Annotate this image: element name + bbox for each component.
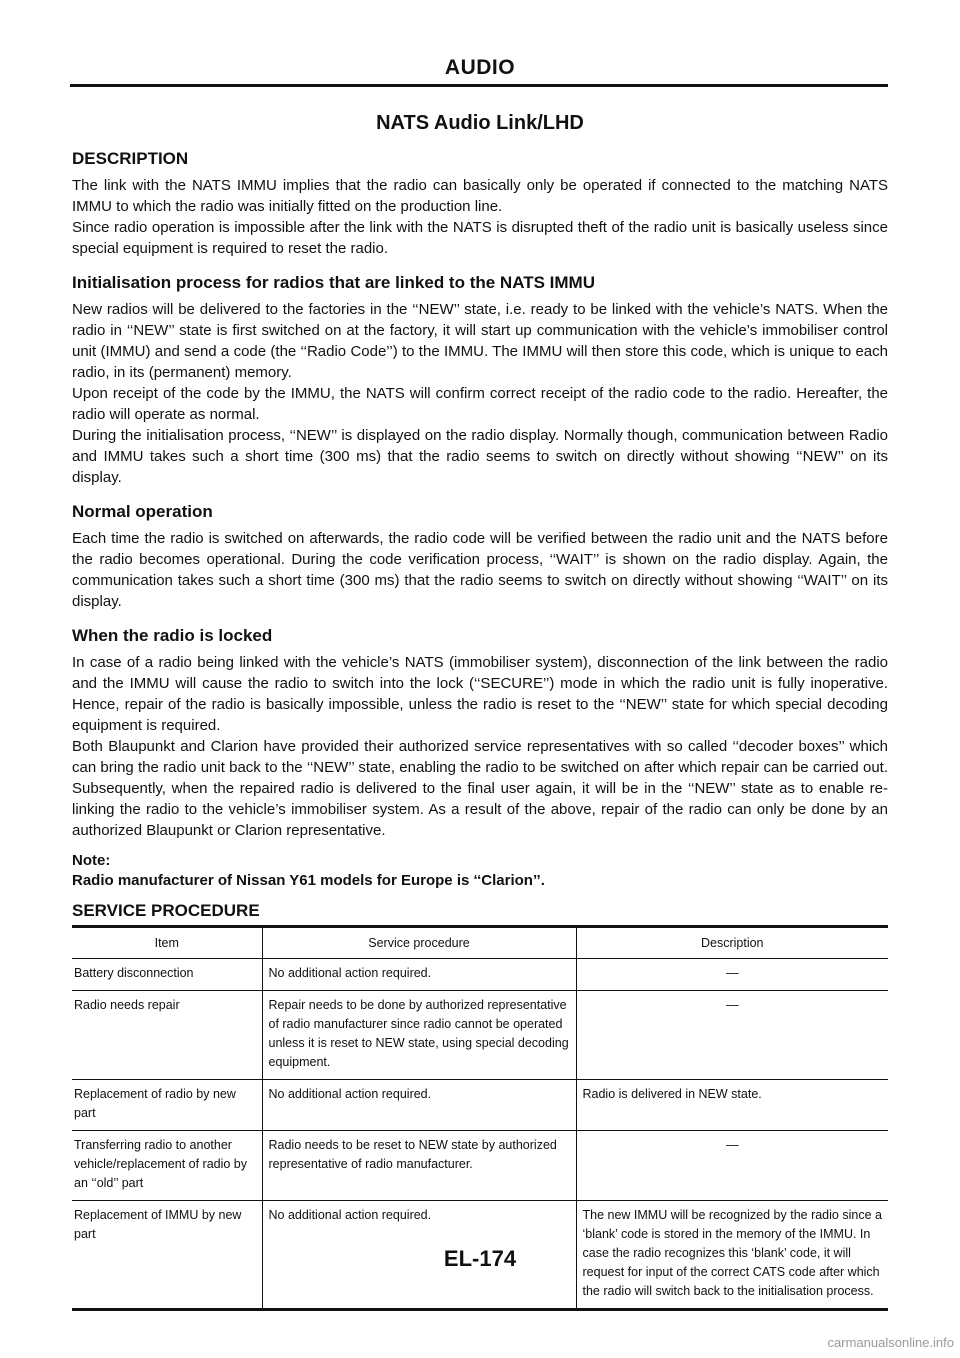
section-header: AUDIO: [444, 56, 516, 79]
paragraph: Upon receipt of the code by the IMMU, the NATS will confirm correct receipt of the radio code to the radio. Hereafter, the radio will operate as normal.: [72, 385, 888, 423]
page-number: EL-174: [443, 1246, 517, 1271]
column-header-description: Description: [576, 927, 888, 959]
table-cell: Battery disconnection: [72, 959, 262, 991]
table-cell: The new IMMU will be recognized by the radio since a ‘blank’ code is stored in the memory of the IMMU. In case the radio recognizes this ‘blank’ code, it will request for input of the correct CATS code after which the radio will switch back to the initialisation process.: [576, 1201, 888, 1310]
header-rule: [70, 84, 888, 87]
table-row: [72, 959, 888, 991]
table-row: [72, 991, 888, 1080]
document-body: [72, 112, 888, 1311]
table-cell: Radio is delivered in NEW state.: [576, 1080, 888, 1131]
heading-initialisation: Initialisation process for radios that are linked to the NATS IMMU: [72, 273, 595, 292]
paragraph: In case of a radio being linked with the vehicle’s NATS (immobiliser system), disconnection of the link between the radio and the IMMU will cause the radio to switch into the lock (‘‘SECURE’’) mode in which the radio unit is fully inoperative. Hence, repair of the radio is basically impossible, unless the radio is reset to the ‘‘NEW’’ state for which special decoding equipment is required.: [72, 654, 888, 734]
table-cell: No additional action required.: [262, 959, 576, 991]
table-cell: Replacement of IMMU by new part: [74, 1208, 242, 1241]
page-title: NATS Audio Link/LHD: [376, 112, 584, 134]
heading-service-procedure: SERVICE PROCEDURE: [72, 901, 260, 920]
note-label: Note:: [72, 852, 111, 869]
table-cell: Radio needs repair: [72, 991, 262, 1080]
paragraph: Each time the radio is switched on afterwards, the radio code will be verified between the radio unit and the NATS before the radio becomes operational. During the code verification process, ‘‘WAIT’’ is shown on the radio display. Again, the communication takes such a short time (300 ms) that the radio seems to switch on directly without showing ‘‘WAIT’’ on its display.: [72, 530, 888, 610]
table-row: [72, 1080, 888, 1131]
table-header-row: [72, 927, 888, 959]
heading-description: DESCRIPTION: [72, 149, 189, 168]
watermark: carmanualsonline.info: [827, 1335, 954, 1350]
paragraph: Since radio operation is impossible after the link with the NATS is disrupted theft of the radio unit is basically useless since special equipment is required to reset the radio.: [72, 219, 888, 257]
table-cell: No additional action required.: [262, 1080, 576, 1131]
paragraph: The link with the NATS IMMU implies that the radio can basically only be operated if connected to the matching NATS IMMU to which the radio was initially fitted on the production line.: [72, 177, 888, 215]
heading-radio-locked: When the radio is locked: [72, 626, 273, 645]
table-cell: —: [576, 1131, 888, 1201]
table-row: [72, 1131, 888, 1201]
table-cell: Replacement of radio by new part: [72, 1080, 262, 1131]
heading-normal-operation: Normal operation: [72, 502, 213, 521]
table-cell: Radio needs to be reset to NEW state by authorized representative of radio manufacturer.: [262, 1131, 576, 1201]
table-cell: —: [576, 991, 888, 1080]
paragraph: Both Blaupunkt and Clarion have provided their authorized service representatives with so called ‘‘decoder boxes’’ which can bring the radio unit back to the ‘‘NEW’’ state, enabling the radio to be switched on after which repair can be carried out. Subsequently, when the repaired radio is delivered to the final user again, it will be in the ‘‘NEW’’ state as to enable re-linking the radio to the vehicle’s immobiliser system. As a result of the above, repair of the radio can only be done by an authorized Blaupunkt or Clarion representative.: [72, 738, 888, 839]
column-header-procedure: Service procedure: [262, 927, 576, 959]
table-cell: No additional action required.: [262, 1201, 576, 1310]
paragraph: New radios will be delivered to the factories in the ‘‘NEW’’ state, i.e. ready to be linked with the vehicle’s NATS. When the radio in ‘‘NEW’’ state is first switched on at the factory, it will start up communication with the vehicle’s immobiliser control unit (IMMU) and send a code (the ‘‘Radio Code’’) to the IMMU. The IMMU will then store this code, which is unique to each radio, in its (permanent) memory.: [72, 301, 888, 381]
note-text: Radio manufacturer of Nissan Y61 models for Europe is ‘‘Clarion’’.: [72, 872, 545, 889]
table-cell: —: [576, 959, 888, 991]
paragraph: During the initialisation process, ‘‘NEW’’ is displayed on the radio display. Normally though, communication between Radio and IMMU takes such a short time (300 ms) that the radio seems to switch on directly without showing ‘‘NEW’’ on its display.: [72, 427, 888, 486]
table-cell: Repair needs to be done by authorized representative of radio manufacturer since radio cannot be operated unless it is reset to NEW state, using special decoding equipment.: [262, 991, 576, 1080]
column-header-item: Item: [72, 927, 262, 959]
table-cell: Transferring radio to another vehicle/replacement of radio by an ‘‘old’’ part: [72, 1131, 262, 1201]
